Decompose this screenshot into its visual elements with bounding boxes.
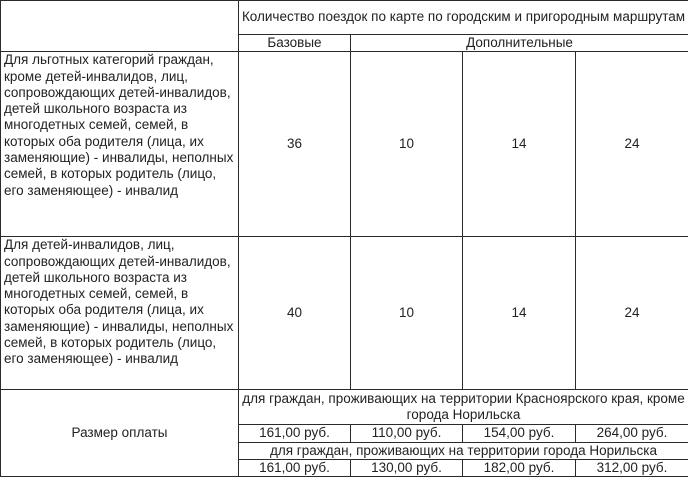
table-row xyxy=(1,52,688,237)
price-cell: 161,00 руб. xyxy=(239,425,351,442)
region-cell: для граждан, проживающих на территории Красноярского края, кроме города Норильска xyxy=(239,390,688,425)
base-trips-cell: 40 xyxy=(239,237,351,390)
category-cell: Для детей-инвалидов, лиц, сопровождающих детей-инвалидов, детей школьного возраста из многодетных семей, семей, в которых оба родителя (лица, их заменяющие) - инвалиды, неполных семей, в которых родитель (лицо, его заменяющее) - инвалид xyxy=(1,237,239,390)
category-cell: Для льготных категорий граждан, кроме детей-инвалидов, лиц, сопровождающих детей-инвалидов, детей школьного возраста из многодетных семей, семей, в которых оба родителя (лица, их заменяющие) - инвалиды, неполных семей, в которых родитель (лицо, его заменяющее) - инвалид xyxy=(1,52,239,237)
additional-trips-cell: 14 xyxy=(463,237,576,390)
base-header: Базовые xyxy=(239,35,351,52)
price-cell: 182,00 руб. xyxy=(463,459,576,476)
price-cell: 264,00 руб. xyxy=(576,425,688,442)
region-row xyxy=(1,390,688,425)
payment-label: Размер оплаты xyxy=(1,390,239,477)
header-row xyxy=(1,1,688,35)
region-cell: для граждан, проживающих на территории города Норильска xyxy=(239,442,688,459)
additional-trips-cell: 10 xyxy=(351,52,463,237)
price-cell: 312,00 руб. xyxy=(576,459,688,476)
price-cell: 154,00 руб. xyxy=(463,425,576,442)
additional-trips-cell: 24 xyxy=(576,237,688,390)
price-cell: 161,00 руб. xyxy=(239,459,351,476)
additional-header: Дополнительные xyxy=(351,35,688,52)
corner-cell xyxy=(1,1,239,52)
price-cell: 130,00 руб. xyxy=(351,459,463,476)
additional-trips-cell: 24 xyxy=(576,52,688,237)
table-row xyxy=(1,237,688,390)
additional-trips-cell: 14 xyxy=(463,52,576,237)
base-trips-cell: 36 xyxy=(239,52,351,237)
price-cell: 110,00 руб. xyxy=(351,425,463,442)
trips-title: Количество поездок по карте по городским и пригородным маршрутам xyxy=(239,1,688,35)
additional-trips-cell: 10 xyxy=(351,237,463,390)
